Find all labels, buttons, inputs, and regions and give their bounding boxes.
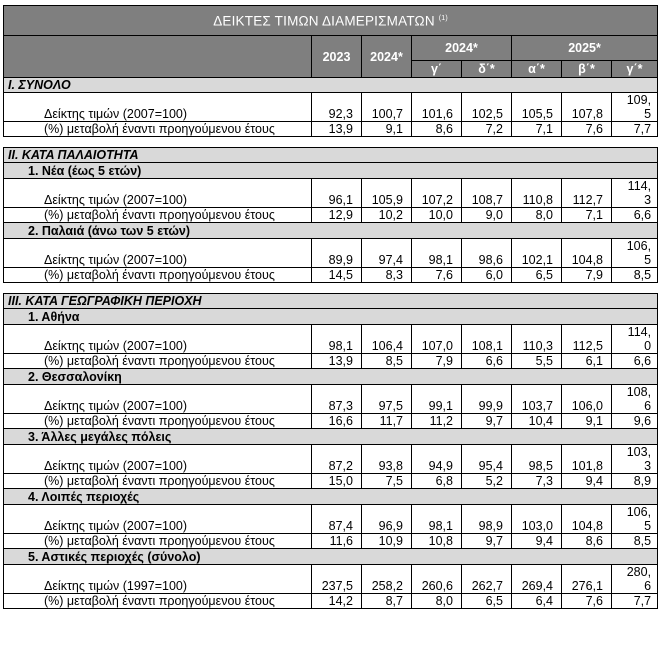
row-label: (%) μεταβολή έναντι προηγούμενου έτους bbox=[4, 354, 312, 369]
header-q2-2025: β΄* bbox=[562, 61, 612, 78]
cell-value-line2: 0 bbox=[644, 339, 652, 353]
cell-value: 98,1 bbox=[412, 239, 462, 268]
header-2024: 2024* bbox=[362, 36, 412, 78]
table-title bbox=[4, 6, 658, 36]
table-row bbox=[4, 474, 658, 489]
cell-value: 11,7 bbox=[362, 414, 412, 429]
cell-value: 7,7 bbox=[612, 122, 658, 137]
cell-value: 7,6 bbox=[562, 594, 612, 609]
table-row bbox=[4, 268, 658, 283]
cell-value: 97,5 bbox=[362, 385, 412, 414]
cell-value: 11,2 bbox=[412, 414, 462, 429]
cell-value: 8,5 bbox=[612, 268, 658, 283]
row-label: Δείκτης τιμών (1997=100) bbox=[4, 565, 312, 594]
cell-value: 13,9 bbox=[312, 122, 362, 137]
table-row bbox=[4, 505, 658, 534]
cell-value: 10,4 bbox=[512, 414, 562, 429]
cell-value: 11,6 bbox=[312, 534, 362, 549]
cell-value: 276,1 bbox=[562, 565, 612, 594]
row-label: Δείκτης τιμών (2007=100) bbox=[4, 385, 312, 414]
table-row bbox=[4, 239, 658, 268]
cell-value-line2: 5 bbox=[644, 519, 652, 533]
row-label: Δείκτης τιμών (2007=100) bbox=[4, 445, 312, 474]
cell-value-line2: 3 bbox=[644, 193, 652, 207]
cell-value: 105,9 bbox=[362, 179, 412, 208]
cell-value: 7,2 bbox=[462, 122, 512, 137]
row-label: Δείκτης τιμών (2007=100) bbox=[4, 325, 312, 354]
cell-value bbox=[612, 239, 658, 268]
cell-value bbox=[612, 179, 658, 208]
cell-value: 269,4 bbox=[512, 565, 562, 594]
table-row bbox=[4, 445, 658, 474]
cell-value: 96,1 bbox=[312, 179, 362, 208]
row-label: (%) μεταβολή έναντι προηγούμενου έτους bbox=[4, 534, 312, 549]
cell-value: 87,2 bbox=[312, 445, 362, 474]
cell-value: 9,4 bbox=[512, 534, 562, 549]
cell-value-line1: 106, bbox=[626, 239, 652, 253]
table-row bbox=[4, 414, 658, 429]
cell-value-line1: 103, bbox=[626, 445, 652, 459]
table-row bbox=[4, 354, 658, 369]
cell-value: 262,7 bbox=[462, 565, 512, 594]
header-q3-2025: γ΄* bbox=[612, 61, 658, 78]
cell-value: 108,1 bbox=[462, 325, 512, 354]
cell-value: 7,9 bbox=[562, 268, 612, 283]
header-q1-2025: α΄* bbox=[512, 61, 562, 78]
cell-value: 98,1 bbox=[312, 325, 362, 354]
cell-value: 14,2 bbox=[312, 594, 362, 609]
cell-value: 13,9 bbox=[312, 354, 362, 369]
header-q4-2024: δ΄* bbox=[462, 61, 512, 78]
cell-value: 5,2 bbox=[462, 474, 512, 489]
cell-value: 8,5 bbox=[362, 354, 412, 369]
cell-value: 110,8 bbox=[512, 179, 562, 208]
cell-value: 9,4 bbox=[562, 474, 612, 489]
section-spacer bbox=[4, 137, 658, 148]
row-label: Δείκτης τιμών (2007=100) bbox=[4, 505, 312, 534]
cell-value: 258,2 bbox=[362, 565, 412, 594]
section-spacer bbox=[4, 283, 658, 294]
cell-value: 106,0 bbox=[562, 385, 612, 414]
cell-value: 8,0 bbox=[512, 208, 562, 223]
cell-value: 87,3 bbox=[312, 385, 362, 414]
cell-value-line2: 5 bbox=[644, 107, 652, 121]
header-q3-2024: γ΄ bbox=[412, 61, 462, 78]
section-title-region: III. ΚΑΤΑ ΓΕΩΓΡΑΦΙΚΗ ΠΕΡΙΟΧΗ bbox=[4, 294, 658, 309]
cell-value: 237,5 bbox=[312, 565, 362, 594]
cell-value bbox=[612, 325, 658, 354]
cell-value-line1: 280, bbox=[626, 565, 652, 579]
cell-value: 8,9 bbox=[612, 474, 658, 489]
cell-value: 100,7 bbox=[362, 93, 412, 122]
cell-value: 7,6 bbox=[412, 268, 462, 283]
cell-value: 10,8 bbox=[412, 534, 462, 549]
cell-value: 7,1 bbox=[562, 208, 612, 223]
cell-value: 8,6 bbox=[412, 122, 462, 137]
cell-value: 96,9 bbox=[362, 505, 412, 534]
cell-value: 8,6 bbox=[562, 534, 612, 549]
header-2024-quarters: 2024* bbox=[412, 36, 512, 61]
cell-value: 89,9 bbox=[312, 239, 362, 268]
cell-value-line2: 6 bbox=[644, 579, 652, 593]
cell-value: 6,5 bbox=[462, 594, 512, 609]
subsection-title-other: 4. Λοιπές περιοχές bbox=[4, 489, 658, 505]
cell-value: 6,4 bbox=[512, 594, 562, 609]
cell-value: 101,8 bbox=[562, 445, 612, 474]
row-label: (%) μεταβολή έναντι προηγούμενου έτους bbox=[4, 594, 312, 609]
cell-value: 6,0 bbox=[462, 268, 512, 283]
subsection-title-thessaloniki: 2. Θεσσαλονίκη bbox=[4, 369, 658, 385]
cell-value: 6,6 bbox=[612, 208, 658, 223]
cell-value: 6,8 bbox=[412, 474, 462, 489]
cell-value: 112,7 bbox=[562, 179, 612, 208]
subsection-title-urban: 5. Αστικές περιοχές (σύνολο) bbox=[4, 549, 658, 565]
cell-value: 9,1 bbox=[562, 414, 612, 429]
cell-value-line1: 114, bbox=[627, 179, 652, 193]
table-row bbox=[4, 325, 658, 354]
cell-value: 260,6 bbox=[412, 565, 462, 594]
table-row bbox=[4, 179, 658, 208]
row-label: (%) μεταβολή έναντι προηγούμενου έτους bbox=[4, 414, 312, 429]
cell-value: 97,4 bbox=[362, 239, 412, 268]
cell-value bbox=[612, 93, 658, 122]
cell-value: 8,3 bbox=[362, 268, 412, 283]
cell-value: 5,5 bbox=[512, 354, 562, 369]
table-row bbox=[4, 594, 658, 609]
section-title-total: I. ΣΥΝΟΛΟ bbox=[4, 78, 658, 93]
cell-value: 9,6 bbox=[612, 414, 658, 429]
row-label: (%) μεταβολή έναντι προηγούμενου έτους bbox=[4, 122, 312, 137]
section-title-age: II. ΚΑΤΑ ΠΑΛΑΙΟΤΗΤΑ bbox=[4, 148, 658, 163]
table-row bbox=[4, 565, 658, 594]
row-label: Δείκτης τιμών (2007=100) bbox=[4, 179, 312, 208]
header-2023: 2023 bbox=[312, 36, 362, 78]
cell-value: 8,5 bbox=[612, 534, 658, 549]
cell-value: 7,1 bbox=[512, 122, 562, 137]
cell-value: 102,1 bbox=[512, 239, 562, 268]
cell-value: 108,7 bbox=[462, 179, 512, 208]
cell-value: 94,9 bbox=[412, 445, 462, 474]
cell-value: 95,4 bbox=[462, 445, 512, 474]
cell-value: 98,9 bbox=[462, 505, 512, 534]
cell-value bbox=[612, 445, 658, 474]
cell-value: 106,4 bbox=[362, 325, 412, 354]
cell-value: 102,5 bbox=[462, 93, 512, 122]
cell-value: 110,3 bbox=[512, 325, 562, 354]
cell-value: 7,7 bbox=[612, 594, 658, 609]
cell-value: 6,6 bbox=[612, 354, 658, 369]
cell-value: 103,0 bbox=[512, 505, 562, 534]
cell-value bbox=[612, 505, 658, 534]
table-row bbox=[4, 385, 658, 414]
cell-value: 6,6 bbox=[462, 354, 512, 369]
cell-value: 10,2 bbox=[362, 208, 412, 223]
row-label: (%) μεταβολή έναντι προηγούμενου έτους bbox=[4, 474, 312, 489]
table-row bbox=[4, 208, 658, 223]
cell-value bbox=[612, 385, 658, 414]
row-label: Δείκτης τιμών (2007=100) bbox=[4, 239, 312, 268]
subsection-title-new: 1. Νέα (έως 5 ετών) bbox=[4, 163, 658, 179]
cell-value: 99,1 bbox=[412, 385, 462, 414]
cell-value: 101,6 bbox=[412, 93, 462, 122]
cell-value: 93,8 bbox=[362, 445, 412, 474]
cell-value-line2: 6 bbox=[644, 399, 652, 413]
cell-value: 9,1 bbox=[362, 122, 412, 137]
table-row bbox=[4, 534, 658, 549]
header-2025-quarters: 2025* bbox=[512, 36, 658, 61]
cell-value: 98,1 bbox=[412, 505, 462, 534]
cell-value: 14,5 bbox=[312, 268, 362, 283]
cell-value: 107,2 bbox=[412, 179, 462, 208]
cell-value-line1: 108, bbox=[626, 385, 652, 399]
table-row bbox=[4, 122, 658, 137]
subsection-title-big-cities: 3. Άλλες μεγάλες πόλεις bbox=[4, 429, 658, 445]
cell-value-line2: 3 bbox=[644, 459, 652, 473]
cell-value: 10,9 bbox=[362, 534, 412, 549]
cell-value: 98,5 bbox=[512, 445, 562, 474]
cell-value: 9,0 bbox=[462, 208, 512, 223]
cell-value: 12,9 bbox=[312, 208, 362, 223]
row-label: (%) μεταβολή έναντι προηγούμενου έτους bbox=[4, 208, 312, 223]
cell-value: 6,1 bbox=[562, 354, 612, 369]
title-footnote-marker: (1) bbox=[438, 15, 448, 23]
table-row bbox=[4, 93, 658, 122]
cell-value: 16,6 bbox=[312, 414, 362, 429]
cell-value: 15,0 bbox=[312, 474, 362, 489]
apartment-price-index-table bbox=[3, 5, 658, 609]
cell-value-line1: 109, bbox=[626, 93, 652, 107]
cell-value: 112,5 bbox=[562, 325, 612, 354]
cell-value: 104,8 bbox=[562, 505, 612, 534]
cell-value: 10,0 bbox=[412, 208, 462, 223]
cell-value: 7,5 bbox=[362, 474, 412, 489]
table-title-text: ΔΕΙΚΤΕΣ ΤΙΜΩΝ ΔΙΑΜΕΡΙΣΜΑΤΩΝ bbox=[213, 13, 435, 29]
cell-value: 105,5 bbox=[512, 93, 562, 122]
cell-value: 7,3 bbox=[512, 474, 562, 489]
cell-value: 92,3 bbox=[312, 93, 362, 122]
cell-value: 6,5 bbox=[512, 268, 562, 283]
subsection-title-old: 2. Παλαιά (άνω των 5 ετών) bbox=[4, 223, 658, 239]
cell-value: 104,8 bbox=[562, 239, 612, 268]
cell-value-line1: 106, bbox=[626, 505, 652, 519]
cell-value-line1: 114, bbox=[627, 325, 652, 339]
row-label: Δείκτης τιμών (2007=100) bbox=[4, 93, 312, 122]
cell-value: 8,7 bbox=[362, 594, 412, 609]
row-label: (%) μεταβολή έναντι προηγούμενου έτους bbox=[4, 268, 312, 283]
cell-value: 8,0 bbox=[412, 594, 462, 609]
cell-value: 9,7 bbox=[462, 414, 512, 429]
cell-value-line2: 5 bbox=[644, 253, 652, 267]
cell-value bbox=[612, 565, 658, 594]
cell-value: 103,7 bbox=[512, 385, 562, 414]
cell-value: 87,4 bbox=[312, 505, 362, 534]
cell-value: 7,9 bbox=[412, 354, 462, 369]
cell-value: 107,0 bbox=[412, 325, 462, 354]
subsection-title-athens: 1. Αθήνα bbox=[4, 309, 658, 325]
cell-value: 99,9 bbox=[462, 385, 512, 414]
cell-value: 107,8 bbox=[562, 93, 612, 122]
header-blank bbox=[4, 36, 312, 78]
cell-value: 9,7 bbox=[462, 534, 512, 549]
cell-value: 98,6 bbox=[462, 239, 512, 268]
cell-value: 7,6 bbox=[562, 122, 612, 137]
